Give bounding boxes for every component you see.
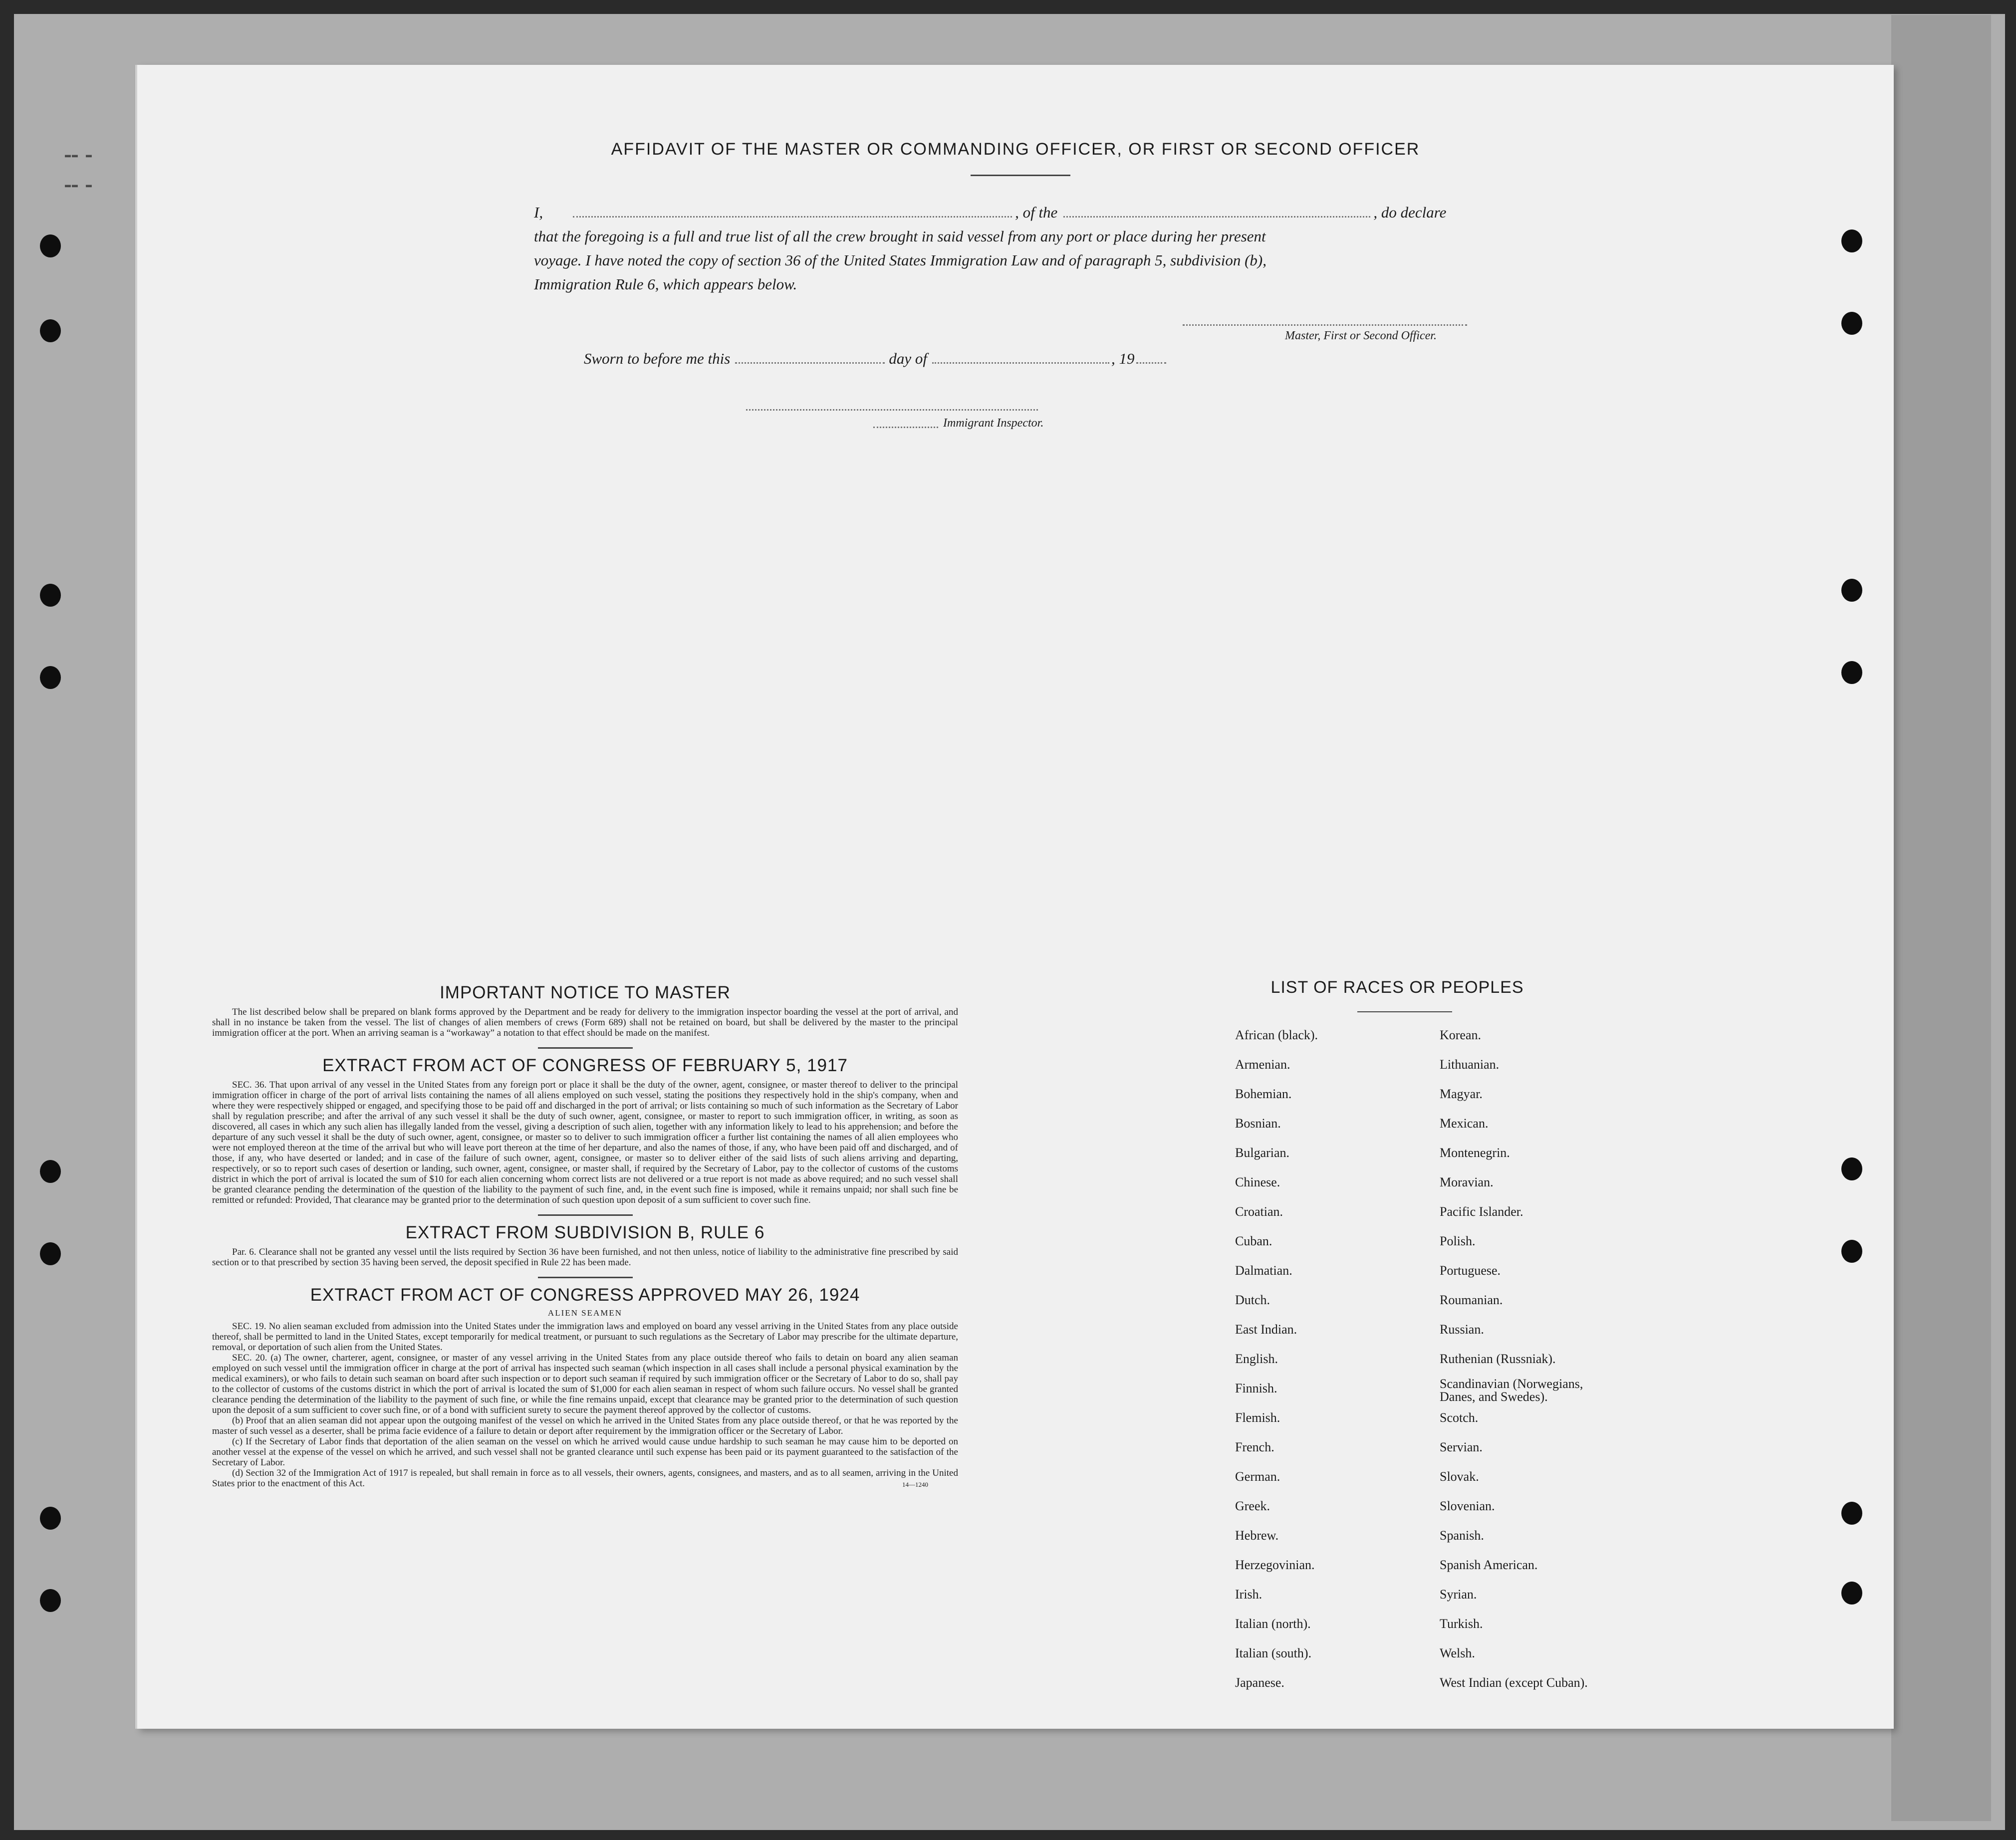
do-declare-label: , do declare [1373, 204, 1447, 221]
sec20d-text: (d) Section 32 of the Immigration Act of 1917 is repealed, but shall remain in force as to all vessels, their owners, agents, consignees, and masters, and as to all seamen, arriving in the United States prior to the enactment of this Act. [212, 1468, 958, 1489]
punch-hole [1841, 579, 1862, 602]
sec20b-text: (b) Proof that an alien seaman did not appear upon the outgoing manifest of the vessel on which he arrived in the United States from any place outside thereof, or that he was reported by the master of such vessel as a deserter, shall be prima facie evidence of a failure to detain or deport after requirement by the immigration officer or the Secretary of Labor. [212, 1415, 958, 1436]
race-item: Scotch. [1440, 1410, 1479, 1425]
day-of-label: day of [889, 350, 927, 367]
extract-rule6-text: Par. 6. Clearance shall not be granted any vessel until the lists required by Section 36 have been furnished, and not then unless, notice of liability to the administrative fine prescribed by said section or to that prescribed by section 35 having been served, the deposit specified in Rule 22 has been made. [212, 1247, 958, 1268]
race-item: Portuguese. [1440, 1263, 1501, 1278]
race-item: Japanese. [1235, 1675, 1284, 1690]
master-signature-line[interactable] [1183, 324, 1467, 326]
race-item: Korean. [1440, 1028, 1482, 1042]
race-item: Slovak. [1440, 1469, 1479, 1484]
sec20a-text: SEC. 20. (a) The owner, charterer, agent, consignee, or master of any vessel arriving in the United States from any place outside thereof who fails to detain on board any alien seaman employed on such vessel until the immigration officer in charge at the port of arrival has inspected such seaman (which inspection in all cases shall include a personal physical examination by the medical examiners), or who fails to detain such seaman on board after such inspection or to deport such seaman if required by such immigration officer or the Secretary of Labor to do so, shall pay to the collector of customs of the customs district in which the port of arrival is located the sum of $1,000 for each alien seaman in respect of whom such failure occurs. No vessel shall be granted clearance pending the determination of the liability to the payment of such fine, or while the fine remains unpaid, except that clearance may be granted prior to the determination of such question upon the deposit of a sum sufficient to cover such fine, or of a bond with sufficient surety to secure the payment thereof approved by the collector of customs. [212, 1353, 958, 1415]
extract-1924-text-block [212, 1321, 958, 1489]
extract-1917-heading: EXTRACT FROM ACT OF CONGRESS OF FEBRUARY 5, 1917 [322, 1056, 848, 1075]
inspector-leader-line [873, 427, 938, 428]
race-item: Polish. [1440, 1234, 1476, 1248]
race-item: Pacific Islander. [1440, 1204, 1523, 1219]
race-item: East Indian. [1235, 1322, 1297, 1337]
punch-hole [40, 234, 61, 257]
punch-hole [1841, 230, 1862, 252]
sworn-month-field[interactable] [932, 362, 1109, 364]
race-item: Armenian. [1235, 1057, 1290, 1072]
race-item: Montenegrin. [1440, 1146, 1510, 1160]
race-item: Chinese. [1235, 1175, 1280, 1189]
extract-rule6-text-block [212, 1247, 958, 1268]
race-item: Bohemian. [1235, 1087, 1292, 1101]
race-item: Welsh. [1440, 1646, 1475, 1660]
extract-1924-heading: EXTRACT FROM ACT OF CONGRESS APPROVED MAY 26, 1924 [310, 1285, 860, 1305]
race-item: Ruthenian (Russniak). [1440, 1352, 1556, 1366]
race-item: Slovenian. [1440, 1499, 1495, 1513]
race-item: Syrian. [1440, 1587, 1477, 1602]
race-item: German. [1235, 1469, 1280, 1484]
race-item: Italian (south). [1235, 1646, 1312, 1660]
punch-hole [1841, 1502, 1862, 1525]
punch-hole [1841, 1582, 1862, 1605]
sworn-year-field[interactable] [1136, 362, 1166, 364]
notice-text-block [212, 1007, 958, 1038]
race-item: Spanish. [1440, 1528, 1484, 1543]
races-column-2 [1440, 1020, 1629, 1697]
race-item: Turkish. [1440, 1616, 1483, 1631]
race-item: Servian. [1440, 1440, 1483, 1454]
race-item: Spanish American. [1440, 1558, 1538, 1572]
punch-hole [40, 1507, 61, 1530]
section-rule [538, 1277, 633, 1278]
race-item: Greek. [1235, 1499, 1270, 1513]
declaration-i-label: I, [534, 204, 543, 221]
race-item: Flemish. [1235, 1410, 1280, 1425]
extract-1917-text: SEC. 36. That upon arrival of any vessel in the United States from any foreign port or place it shall be the duty of the owner, agent, consignee, or master thereof to deliver to the principal immigration officer in charge of the port of arrival lists containing the names of all aliens employed on such vessel, stating the positions they respectively hold in the ship's company, when and where they were respectively shipped or engaged, and specifying those to be paid off and discharged in the port of arrival; or lists containing so much of such information as the Secretary of Labor shall by regulation prescribe; and after the arrival of any such vessel it shall be the duty of such owner, agent, consignee, or master to report to such immigration officer, in writing, as soon as discovered, all cases in which any such alien has illegally landed from the vessel, giving a description of such alien, together with any information likely to lead to his apprehension; and before the departure of any such vessel it shall be the duty of such owner, agent, consignee, or master so to deliver to such immigration officer a further list containing the names of all alien employees who were not employed thereon at the time of the arrival but who will leave port thereon at the time of her departure, and also the names of those, if any, who have been paid off and discharged, and of those, if any, who have deserted or landed; and in case of the failure of such owner, agent, consignee, or master so to deliver either of the said lists of such aliens arriving and departing, respectively, or so to report such cases of desertion or landing, such owner, agent, consignee, or master shall, if required by the Secretary of Labor, pay to the collector of customs of the customs district in which the port of arrival is located the sum of $10 for each alien concerning whom correct lists are not delivered or a true report is not made as above required; and no such vessel shall be granted clearance pending the determination of the question of the liability to the payment of such fine, and, in the event such fine is imposed, while it remains unpaid; nor shall such fine be remitted or refunded: Provided, That clearance may be granted prior to the determination of such question upon deposit of a sum sufficient to cover such fine. [212, 1080, 958, 1205]
race-item: Russian. [1440, 1322, 1484, 1337]
sworn-line [584, 347, 1166, 371]
punch-hole [1841, 1157, 1862, 1180]
race-item: Herzegovinian. [1235, 1558, 1315, 1572]
race-item: Bulgarian. [1235, 1146, 1290, 1160]
punch-hole [40, 584, 61, 607]
race-item: Moravian. [1440, 1175, 1494, 1189]
punch-hole [40, 1589, 61, 1612]
declaration-block [534, 201, 1652, 296]
declaration-line-2: voyage. I have noted the copy of section 36 of the United States Immigration Law and of paragraph 5, subdivision (b), [534, 251, 1266, 269]
race-item: French. [1235, 1440, 1274, 1454]
race-item: Croatian. [1235, 1204, 1283, 1219]
race-item: Irish. [1235, 1587, 1262, 1602]
race-item: Mexican. [1440, 1116, 1489, 1131]
title-rule [971, 175, 1070, 176]
race-item: Lithuanian. [1440, 1057, 1500, 1072]
race-item: West Indian (except Cuban). [1440, 1675, 1588, 1690]
name-field[interactable] [573, 216, 1012, 218]
race-item: Magyar. [1440, 1087, 1483, 1101]
race-item: Bosnian. [1235, 1116, 1281, 1131]
race-item: Hebrew. [1235, 1528, 1279, 1543]
race-item: Dutch. [1235, 1293, 1270, 1307]
punch-hole [40, 1160, 61, 1183]
punch-hole [1841, 661, 1862, 684]
left-stamp-fragment: ▬▬ ▬ [65, 150, 93, 161]
punch-hole [1841, 312, 1862, 335]
race-item: Italian (north). [1235, 1616, 1311, 1631]
races-column-1 [1235, 1020, 1425, 1697]
master-signature-label: Master, First or Second Officer. [1285, 329, 1437, 342]
notice-text: The list described below shall be prepared on blank forms approved by the Department and be ready for delivery to the immigration inspector boarding the vessel at the port of arrival, and shall in no instance be taken from the vessel. The list of changes of alien members of crews (Form 689) shall not be retained on board, but shall be delivered by the master to the principal immigration officer at the port. When an arriving seaman is a “workaway” a notation to that effect should be made on the manifest. [212, 1007, 958, 1038]
race-item: Dalmatian. [1235, 1263, 1292, 1278]
punch-hole [40, 319, 61, 342]
inspector-signature-line[interactable] [746, 409, 1038, 411]
form-number: 14—1240 [902, 1481, 928, 1488]
section-rule [538, 1047, 633, 1049]
alien-seamen-subheading: ALIEN SEAMEN [547, 1308, 623, 1318]
races-heading: LIST OF RACES OR PEOPLES [1270, 978, 1524, 997]
inspector-label: Immigrant Inspector. [943, 417, 1044, 430]
races-rule [1357, 1011, 1452, 1012]
declaration-line-1: that the foregoing is a full and true list of all the crew brought in said vessel from any port or place during her present [534, 228, 1266, 245]
extract-rule6-heading: EXTRACT FROM SUBDIVISION B, RULE 6 [405, 1223, 765, 1242]
sworn-label: Sworn to before me this [584, 350, 731, 367]
race-item: Cuban. [1235, 1234, 1272, 1248]
declaration-line-3: Immigration Rule 6, which appears below. [534, 275, 797, 293]
punch-hole [40, 666, 61, 689]
legal-extracts-column [212, 983, 958, 1489]
race-item: Finnish. [1235, 1381, 1277, 1395]
extract-1917-text-block [212, 1080, 958, 1205]
punch-hole [1841, 1240, 1862, 1263]
race-item: Roumanian. [1440, 1293, 1503, 1307]
backing-edge [1891, 15, 1991, 1821]
of-the-label: , of the [1015, 204, 1058, 221]
left-stamp-fragment: ▬▬ ▬ [65, 180, 93, 191]
sworn-day-field[interactable] [735, 362, 885, 364]
race-item: African (black). [1235, 1028, 1318, 1042]
section-rule [538, 1214, 633, 1216]
race-item: Scandinavian (Norwegians, Danes, and Swedes). [1440, 1377, 1583, 1404]
vessel-field[interactable] [1063, 216, 1370, 218]
race-item: English. [1235, 1352, 1278, 1366]
affidavit-title: AFFIDAVIT OF THE MASTER OR COMMANDING OFFICER, OR FIRST OR SECOND OFFICER [611, 140, 1420, 159]
sec19-text: SEC. 19. No alien seaman excluded from admission into the United States under the immigration laws and employed on board any vessel arriving in the United States from any place outside thereof, shall be permitted to land in the United States, except temporarily for medical treatment, or pursuant to such regulations as the Secretary of Labor may prescribe for the ultimate departure, removal, or deportation of such alien from the United States. [212, 1321, 958, 1353]
notice-heading: IMPORTANT NOTICE TO MASTER [440, 983, 731, 1002]
year-label: , 19 [1111, 350, 1135, 367]
document-page [137, 65, 1894, 1729]
sec20c-text: (c) If the Secretary of Labor finds that deportation of the alien seaman on the vessel on which he arrived would cause undue hardship to such seaman he may cause him to be deported on another vessel at the expense of the vessel on which he arrived, and such vessel shall not be granted clearance until such expense has been paid or its payment guaranteed to the satisfaction of the Secretary of Labor. [212, 1436, 958, 1468]
punch-hole [40, 1242, 61, 1265]
